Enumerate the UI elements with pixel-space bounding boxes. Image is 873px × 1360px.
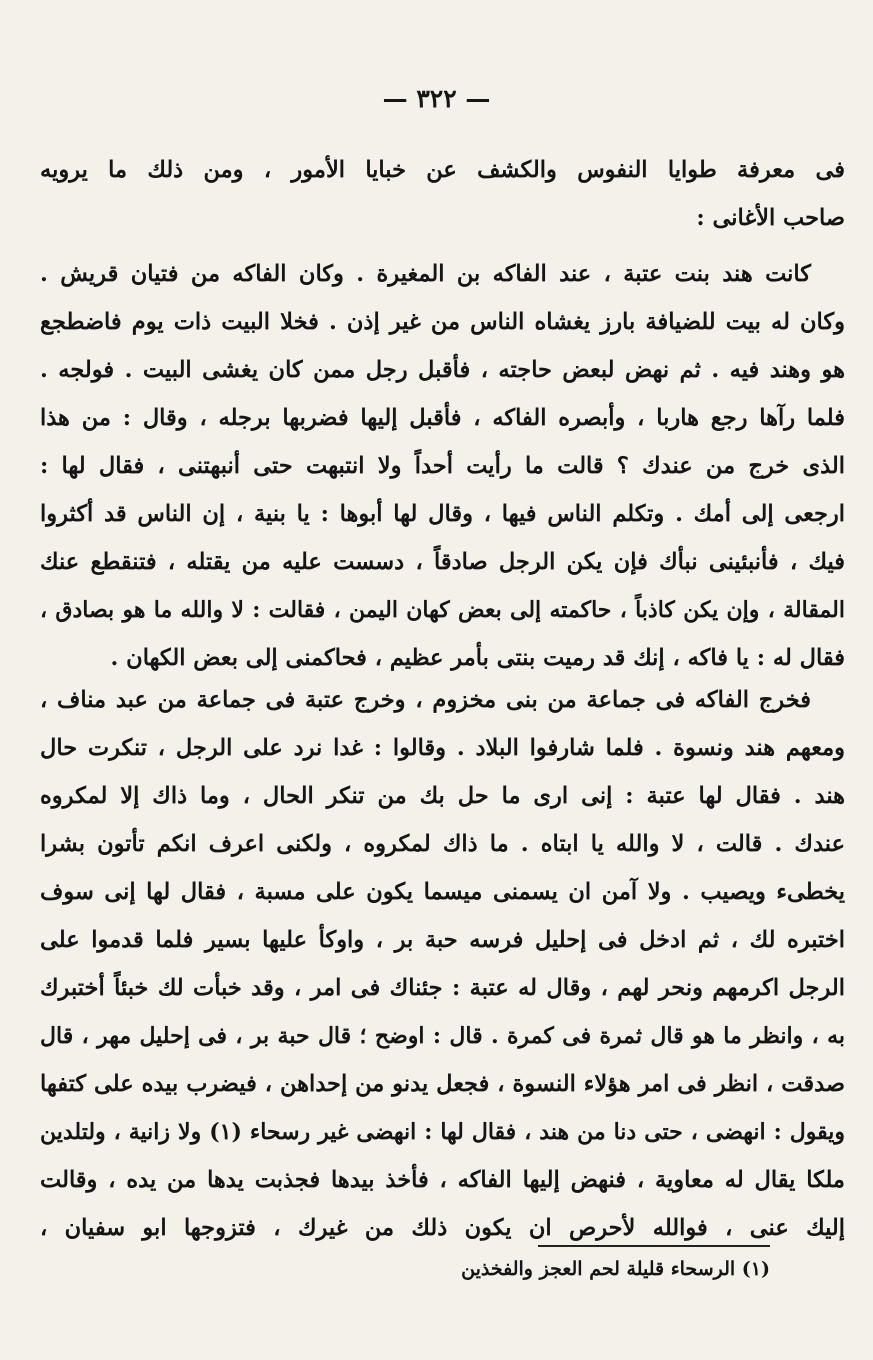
text-line: كانت هند بنت عتبة ، عند الفاكه بن المغيرة . وكان الفاكه من فتيان قريش . xyxy=(40,261,811,287)
text-line: اختبره لك ، ثم ادخل فى إحليل فرسه حبة بر ، واوكأ عليها بسير فلما قدموا على xyxy=(40,927,845,953)
text-line: فى معرفة طوايا النفوس والكشف عن خبايا الأمور ، ومن ذلك ما يرويه xyxy=(40,157,845,183)
text-line: المقالة ، وإن يكن كاذباً ، حاكمته إلى بعض كهان اليمن ، فقالت : لا والله ما هو بصادق ، xyxy=(40,597,845,623)
text-line: فقال له : يا فاكه ، إنك قد رميت بنتى بأمر عظيم ، فحاكمنى إلى بعض الكهان . xyxy=(110,645,845,671)
text-line: صدقت ، انظر فى امر هؤلاء النسوة ، فجعل يدنو من إحداهن ، فيضرب بيده على كتفها xyxy=(40,1071,845,1097)
text-line: الذى خرج من عندك ؟ قالت ما رأيت أحداً ولا انتبهت حتى أنبهتنى ، فقال لها : xyxy=(40,453,845,479)
text-line: فلما رآها رجع هاربا ، وأبصره الفاكه ، فأقبل إليها فضربها برجله ، وقال : من هذا xyxy=(40,405,845,431)
text-line: فيك ، فأنبئينى نبأك فإن يكن الرجل صادقاً ، دسست عليه من يقتله ، فتنقطع عنك xyxy=(40,549,845,575)
text-line: يخطىء ويصيب . ولا آمن ان يسمنى ميسما يكون على مسبة ، فقال لها إنى سوف xyxy=(40,879,845,905)
page-number: — ٣٢٢ — xyxy=(382,84,491,113)
text-line: عندك . قالت ، لا والله يا ابتاه . ما ذاك لمكروه ، ولكنى اعرف انكم تأتون بشرا xyxy=(40,831,845,857)
text-line: ومعهم هند ونسوة . فلما شارفوا البلاد . وقالوا : غدا نرد على الرجل ، تنكرت حال xyxy=(40,735,845,761)
text-line: فخرج الفاكه فى جماعة من بنى مخزوم ، وخرج عتبة فى جماعة من عبد مناف ، xyxy=(40,687,811,713)
text-line: الرجل اكرمهم ونحر لهم ، وقال له عتبة : جئناك فى امر ، وقد خبأت لك خبئاً أختبرك xyxy=(40,975,845,1001)
text-line: ملكا يقال له معاوية ، فنهض إليها الفاكه ، فأخذ بيدها فجذبت يدها من يده ، وقالت xyxy=(40,1167,845,1193)
text-line: هو وهند فيه . ثم نهض لبعض حاجته ، فأقبل رجل ممن كان يغشى البيت . فولجه . xyxy=(40,357,845,383)
text-line: به ، وانظر ما هو قال ثمرة فى كمرة . قال : اوضح ؛ قال حبة بر ، فى إحليل مهر ، قال xyxy=(40,1023,845,1049)
text-line: وكان له بيت للضيافة بارز يغشاه الناس من غير إذن . فخلا البيت ذات يوم فاضطجع xyxy=(40,309,845,335)
paragraph-story-hind xyxy=(40,250,845,682)
text-line: صاحب الأغانى : xyxy=(696,205,845,231)
paragraph-journey xyxy=(40,676,845,1252)
text-line: ارجعى إلى أمك . وتكلم الناس فيها ، وقال لها أبوها : يا بنية ، إن الناس قد أكثروا xyxy=(40,501,845,527)
footnote-divider xyxy=(538,1245,770,1247)
paragraph-intro xyxy=(40,146,845,242)
text-line: ويقول : انهضى ، حتى دنا من هند ، فقال لها : انهضى غير رسحاء (١) ولا زانية ، ولتلدين xyxy=(40,1119,845,1145)
text-line: إليك عنى ، فوالله لأحرص ان يكون ذلك من غيرك ، فتزوجها ابو سفيان ، xyxy=(40,1215,845,1241)
footnote: (١) الرسحاء قليلة لحم العجز والفخذين xyxy=(461,1258,770,1280)
text-line: هند . فقال لها عتبة : إنى ارى ما حل بك من تنكر الحال ، وما ذاك إلا لمكروه xyxy=(40,783,845,809)
